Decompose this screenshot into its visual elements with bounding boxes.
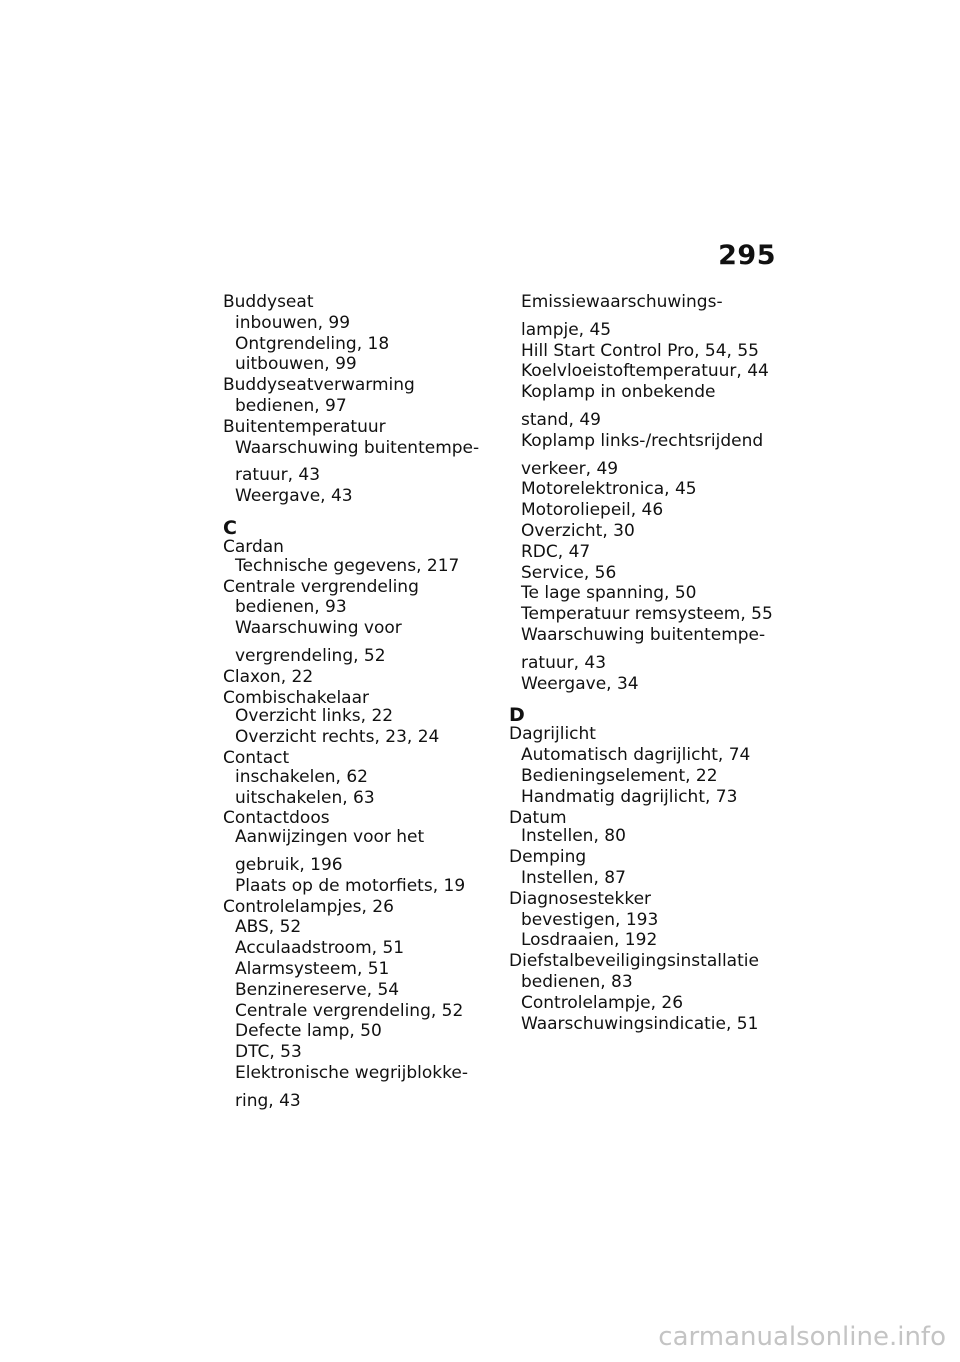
index-subentry: Plaats op de motorfiets, 19 [235, 875, 466, 896]
index-column-left [223, 292, 485, 1111]
index-entry: Controlelampjes, 26 [223, 896, 394, 917]
index-subentry: uitbouwen, 99 [235, 354, 357, 375]
index-section-letter: C [223, 516, 237, 539]
index-subentry: ring, 43 [235, 1090, 301, 1111]
index-subentry: Benzinereserve, 54 [235, 979, 400, 1000]
index-subentry: Motorelektronica, 45 [521, 479, 697, 500]
index-subentry: Emissiewaarschuwings- [521, 292, 723, 312]
index-subentry: Waarschuwing buitentempe- [235, 437, 480, 458]
index-subentry: Centrale vergrendeling, 52 [235, 1000, 464, 1021]
index-subentry: inbouwen, 99 [235, 312, 351, 333]
index-subentry: Overzicht rechts, 23, 24 [235, 727, 440, 748]
index-subentry: Instellen, 87 [521, 867, 626, 888]
watermark-text[interactable]: carmanualsonline.info [658, 1322, 946, 1352]
index-subentry: inschakelen, 62 [235, 766, 368, 787]
index-subentry: stand, 49 [521, 409, 601, 430]
index-subentry: Alarmsysteem, 51 [235, 958, 390, 979]
index-subentry: Hill Start Control Pro, 54, 55 [521, 340, 759, 361]
index-entry: Contactdoos [223, 808, 330, 829]
index-subentry: Service, 56 [521, 562, 617, 583]
index-subentry: Waarschuwingsindicatie, 51 [521, 1013, 759, 1034]
index-subentry: Aanwijzingen voor het [235, 827, 425, 848]
index-subentry: Weergave, 34 [521, 673, 639, 694]
index-subentry: vergrendeling, 52 [235, 645, 386, 666]
page-number: 295 [718, 240, 776, 271]
index-subentry: ratuur, 43 [235, 465, 321, 486]
index-entry: Buddyseatverwarming [223, 375, 415, 396]
index-subentry: Overzicht links, 22 [235, 706, 394, 727]
index-subentry: ratuur, 43 [521, 652, 607, 673]
index-entry: Claxon, 22 [223, 666, 314, 687]
index-subentry: Motoroliepeil, 46 [521, 500, 664, 521]
index-subentry: DTC, 53 [235, 1042, 302, 1063]
index-subentry: Te lage spanning, 50 [521, 583, 697, 604]
index-column-right [509, 292, 779, 1034]
index-subentry: ABS, 52 [235, 917, 302, 938]
index-subentry: RDC, 47 [521, 541, 591, 562]
index-entry: Datum [509, 807, 567, 828]
index-entry: Dagrijlicht [509, 724, 596, 745]
index-entry: Contact [223, 747, 290, 768]
index-entry: Cardan [223, 536, 284, 557]
index-subentry: Overzicht, 30 [521, 520, 635, 541]
index-subentry: Waarschuwing buitentempe- [521, 624, 766, 645]
index-subentry: Koelvloeistoftemperatuur, 44 [521, 361, 769, 382]
index-subentry: Weergave, 43 [235, 486, 353, 507]
index-subentry: Technische gegevens, 217 [235, 555, 460, 576]
index-subentry: Defecte lamp, 50 [235, 1021, 382, 1042]
index-entry: Buddyseat [223, 292, 314, 312]
index-entry: Centrale vergrendeling [223, 576, 419, 597]
index-entry: Diefstalbeveiligingsinstallatie [509, 951, 759, 972]
index-subentry: Controlelampje, 26 [521, 992, 684, 1013]
index-subentry: Koplamp links-/rechtsrijdend [521, 430, 764, 451]
index-subentry: Instellen, 80 [521, 826, 626, 847]
index-subentry: bedienen, 97 [235, 395, 347, 416]
index-subentry: uitschakelen, 63 [235, 787, 375, 808]
index-entry: Demping [509, 847, 587, 868]
index-entry: Combischakelaar [223, 687, 369, 708]
index-subentry: Elektronische wegrijblokke- [235, 1062, 468, 1083]
index-subentry: bedienen, 93 [235, 597, 347, 618]
index-entry: Diagnosestekker [509, 888, 652, 909]
index-entry: Buitentemperatuur [223, 416, 386, 437]
index-subentry: lampje, 45 [521, 319, 612, 340]
index-subentry: Ontgrendeling, 18 [235, 333, 390, 354]
index-subentry: Temperatuur remsysteem, 55 [521, 604, 773, 625]
index-subentry: Automatisch dagrijlicht, 74 [521, 745, 751, 766]
index-section-letter: D [509, 704, 525, 727]
index-subentry: verkeer, 49 [521, 458, 619, 479]
index-subentry: Handmatig dagrijlicht, 73 [521, 786, 738, 807]
index-subentry: Losdraaien, 192 [521, 930, 658, 951]
index-subentry: bevestigen, 193 [521, 909, 659, 930]
index-subentry: gebruik, 196 [235, 854, 343, 875]
index-subentry: bedienen, 83 [521, 971, 633, 992]
index-subentry: Koplamp in onbekende [521, 382, 716, 403]
index-subentry: Waarschuwing voor [235, 618, 402, 639]
index-subentry: Acculaadstroom, 51 [235, 938, 405, 959]
index-subentry: Bedieningselement, 22 [521, 765, 718, 786]
